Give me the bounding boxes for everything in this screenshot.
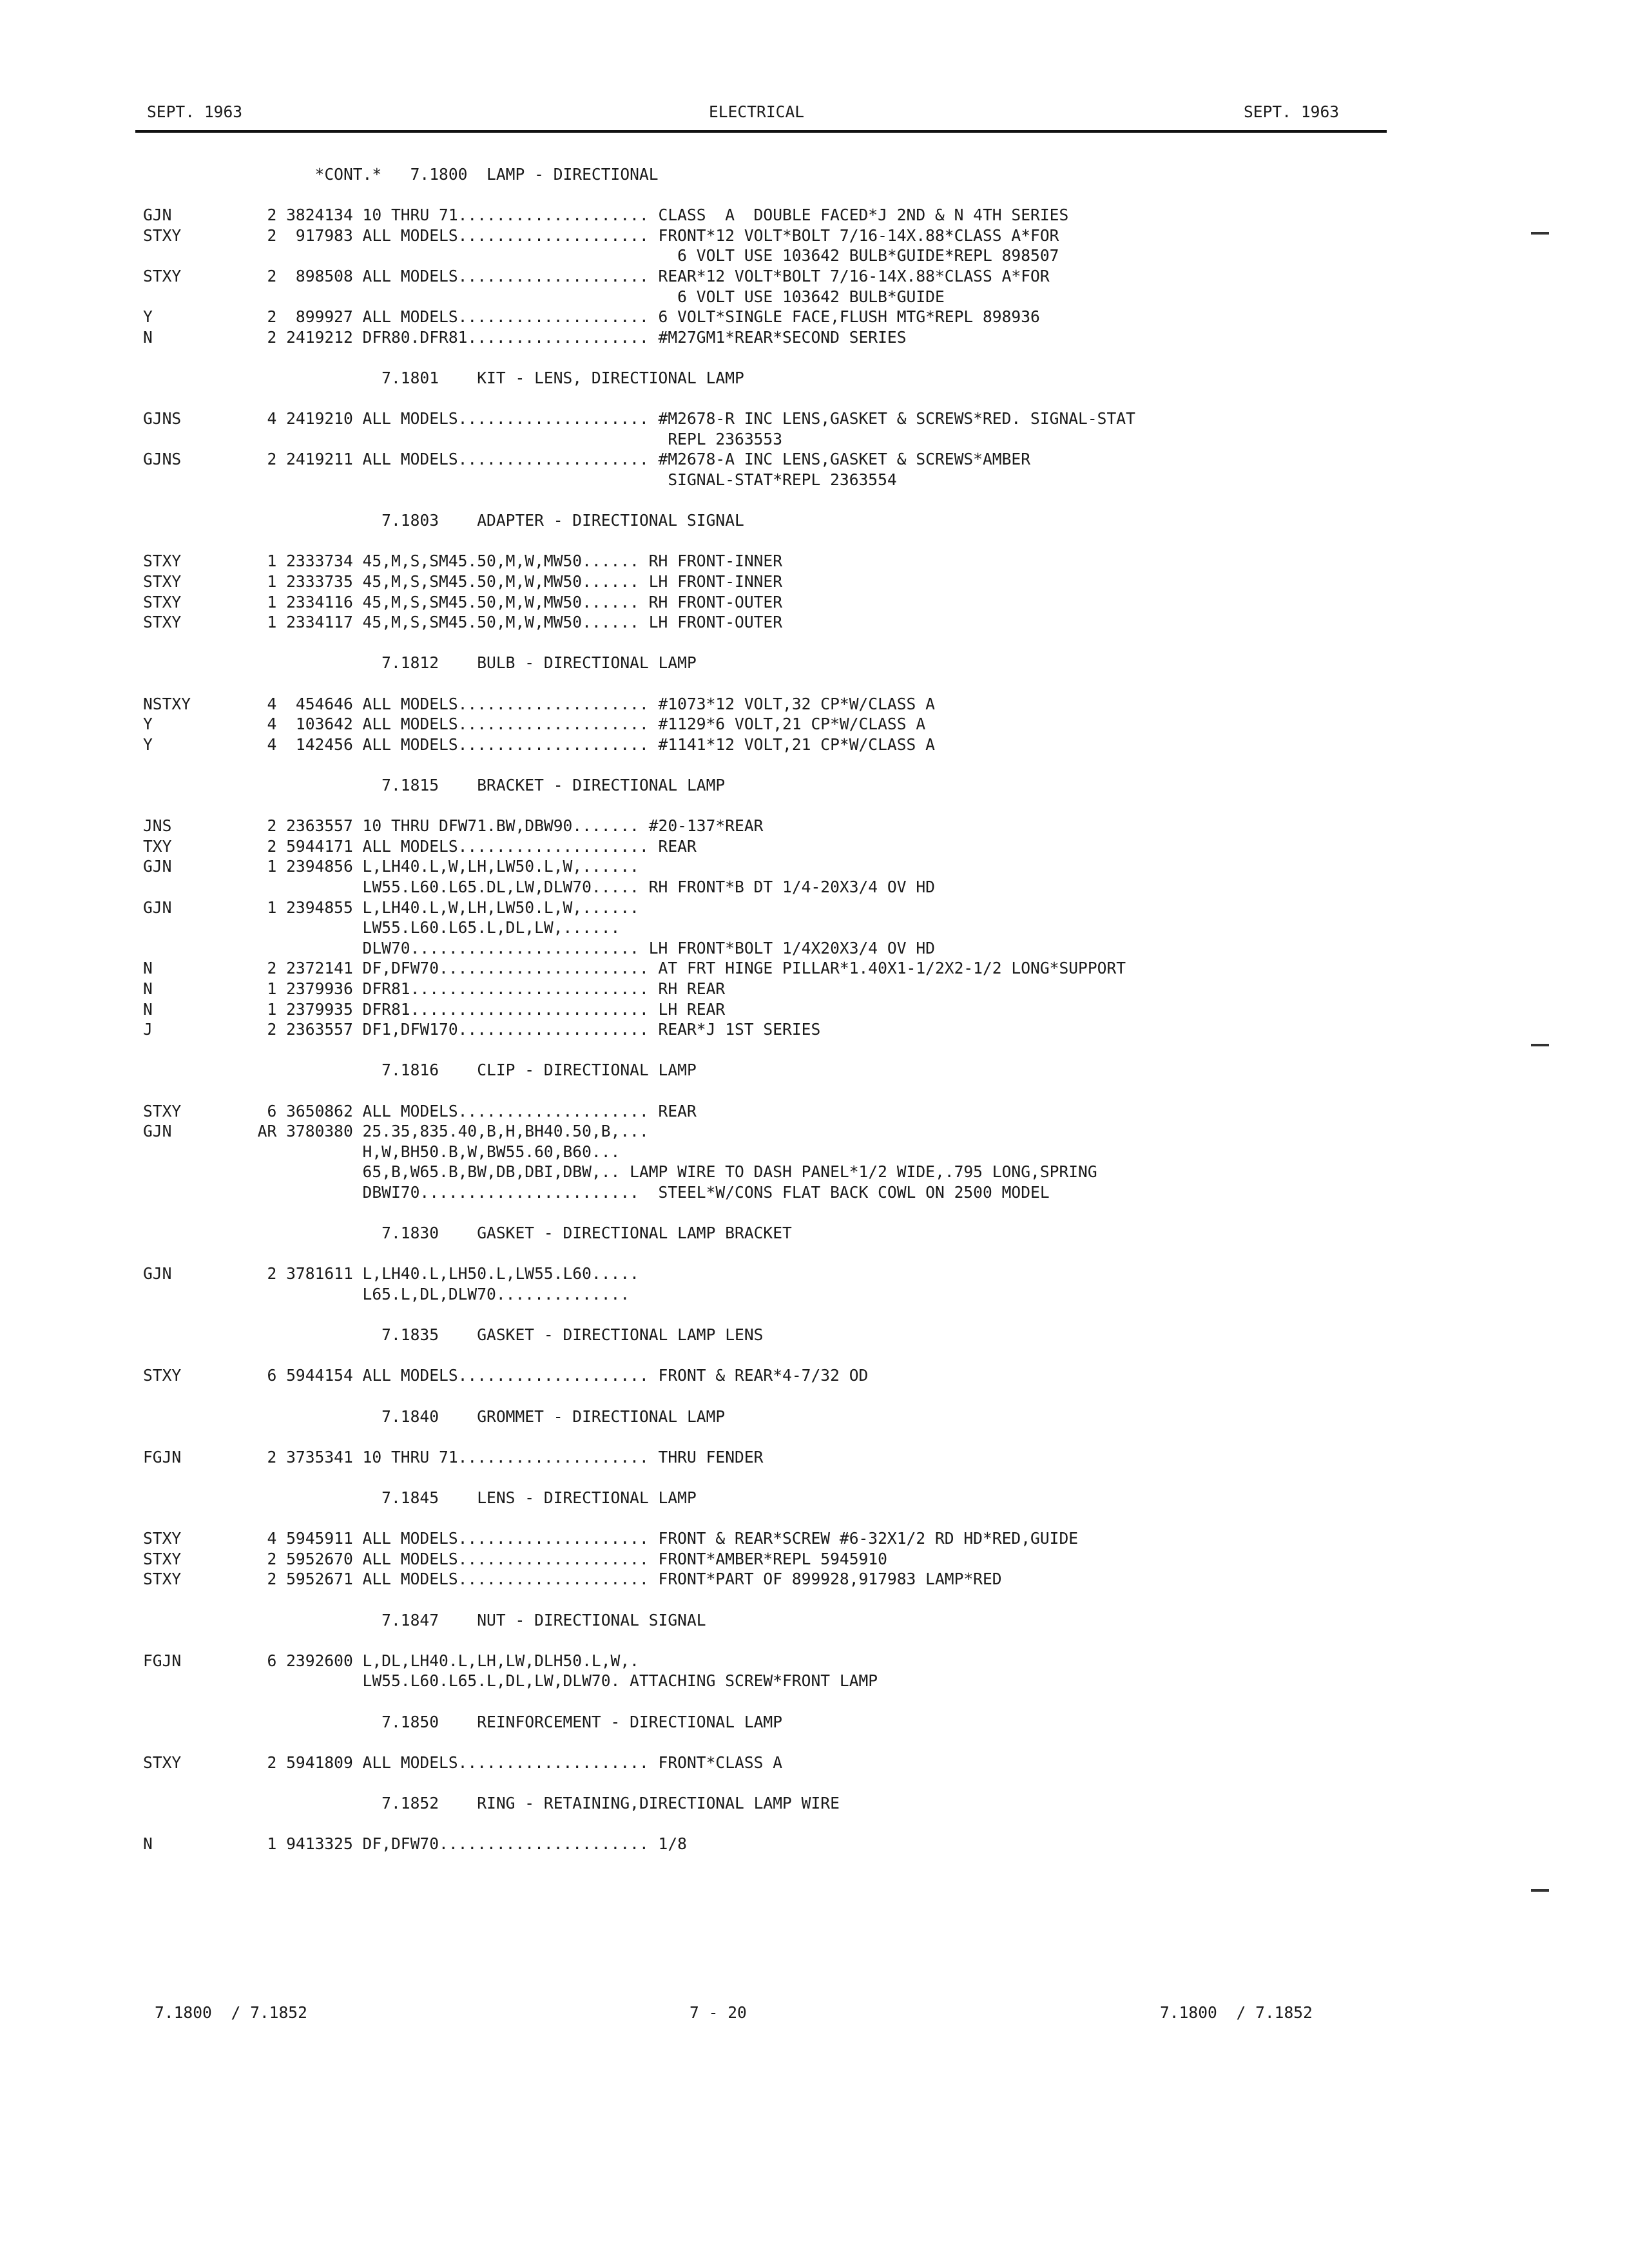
text-line: NSTXY 4 454646 ALL MODELS.................... #1073*12 VOLT,32 CP*W/CLASS A: [143, 694, 935, 713]
text-line: GJN 1 2394855 L,LH40.L,W,LH,LW50.L,W,......: [143, 898, 639, 917]
text-line: GJN 2 3781611 L,LH40.L,LH50.L,LW55.L60.....: [143, 1264, 639, 1283]
text-line: N 1 9413325 DF,DFW70...................... 1/8: [143, 1834, 687, 1854]
text-line: STXY 1 2334116 45,M,S,SM45.50,M,W,MW50...... RH FRONT-OUTER: [143, 592, 783, 611]
text-line: N 2 2372141 DF,DFW70...................... AT FRT HINGE PILLAR*1.40X1-1/2X2-1/2 LONG*SUPPORT: [143, 959, 1126, 978]
text-line: 7.1816 CLIP - DIRECTIONAL LAMP: [143, 1061, 697, 1080]
text-line: LW55.L60.L65.DL,LW,DLW70..... RH FRONT*B DT 1/4-20X3/4 OV HD: [143, 878, 935, 896]
text-line: FGJN 6 2392600 L,DL,LH40.L,LH,LW,DLH50.L,W,.: [143, 1651, 639, 1670]
footer-left: 7.1800 / 7.1852: [155, 2003, 307, 2022]
text-line: STXY 2 5941809 ALL MODELS.................... FRONT*CLASS A: [143, 1753, 783, 1772]
text-line: DBWI70....................... STEEL*W/CONS FLAT BACK COWL ON 2500 MODEL: [143, 1183, 1050, 1202]
footer-right: 7.1800 / 7.1852: [1160, 2003, 1313, 2022]
text-line: 65,B,W65.B,BW,DB,DBI,DBW,.. LAMP WIRE TO DASH PANEL*1/2 WIDE,.795 LONG,SPRING: [143, 1162, 1097, 1182]
text-line: H,W,BH50.B,W,BW55.60,B60...: [143, 1142, 621, 1161]
text-line: STXY 1 2334117 45,M,S,SM45.50,M,W,MW50...... LH FRONT-OUTER: [143, 613, 783, 632]
text-line: STXY 2 5952670 ALL MODELS.................... FRONT*AMBER*REPL 5945910: [143, 1549, 887, 1568]
text-line: SIGNAL-STAT*REPL 2363554: [143, 470, 897, 489]
text-line: GJNS 4 2419210 ALL MODELS.................... #M2678-R INC LENS,GASKET & SCREWS*RED. SIGNAL-STAT: [143, 409, 1135, 428]
text-line: LW55.L60.L65.L,DL,LW,DLW70. ATTACHING SCREW*FRONT LAMP: [143, 1671, 878, 1691]
text-line: TXY 2 5944171 ALL MODELS.................... REAR: [143, 836, 697, 856]
text-line: STXY 1 2333734 45,M,S,SM45.50,M,W,MW50...... RH FRONT-INNER: [143, 552, 783, 571]
margin-mark: [1531, 232, 1549, 235]
text-line: J 2 2363557 DF1,DFW170.................... REAR*J 1ST SERIES: [143, 1020, 821, 1039]
text-line: 7.1845 LENS - DIRECTIONAL LAMP: [143, 1488, 697, 1507]
text-line: N 1 2379936 DFR81......................... RH REAR: [143, 979, 726, 998]
header-rule: [135, 130, 1387, 133]
header-left: SEPT. 1963: [147, 102, 243, 121]
text-line: GJN AR 3780380 25.35,835.40,B,H,BH40.50,B,...: [143, 1122, 649, 1141]
text-line: 6 VOLT USE 103642 BULB*GUIDE*REPL 898507: [143, 246, 1059, 265]
text-line: GJN 2 3824134 10 THRU 71.................... CLASS A DOUBLE FACED*J 2ND & N 4TH SERIES: [143, 206, 1069, 225]
text-line: STXY 6 3650862 ALL MODELS.................... REAR: [143, 1101, 697, 1120]
text-line: 7.1830 GASKET - DIRECTIONAL LAMP BRACKET: [143, 1224, 792, 1243]
text-line: 7.1803 ADAPTER - DIRECTIONAL SIGNAL: [143, 511, 744, 530]
text-line: 7.1850 REINFORCEMENT - DIRECTIONAL LAMP: [143, 1712, 783, 1731]
text-line: L65.L,DL,DLW70..............: [143, 1285, 630, 1303]
header-right: SEPT. 1963: [1244, 102, 1340, 121]
text-line: *CONT.* 7.1800 LAMP - DIRECTIONAL: [143, 165, 659, 184]
text-line: 7.1815 BRACKET - DIRECTIONAL LAMP: [143, 776, 726, 794]
text-line: GJN 1 2394856 L,LH40.L,W,LH,LW50.L,W,......: [143, 857, 639, 876]
margin-mark: [1531, 1889, 1549, 1892]
text-line: STXY 6 5944154 ALL MODELS.................... FRONT & REAR*4-7/32 OD: [143, 1366, 869, 1385]
text-line: N 1 2379935 DFR81......................... LH REAR: [143, 999, 726, 1019]
text-line: 7.1852 RING - RETAINING,DIRECTIONAL LAMP WIRE: [143, 1794, 840, 1812]
text-line: 7.1840 GROMMET - DIRECTIONAL LAMP: [143, 1407, 726, 1426]
text-line: 7.1801 KIT - LENS, DIRECTIONAL LAMP: [143, 369, 744, 387]
text-line: REPL 2363553: [143, 429, 783, 448]
text-line: STXY 2 898508 ALL MODELS.................... REAR*12 VOLT*BOLT 7/16-14X.88*CLASS A*FOR: [143, 267, 1050, 285]
text-line: 7.1835 GASKET - DIRECTIONAL LAMP LENS: [143, 1325, 764, 1345]
text-line: N 2 2419212 DFR80.DFR81................... #M27GM1*REAR*SECOND SERIES: [143, 327, 907, 347]
text-line: Y 2 899927 ALL MODELS.................... 6 VOLT*SINGLE FACE,FLUSH MTG*REPL 898936: [143, 307, 1040, 327]
text-line: LW55.L60.L65.L,DL,LW,......: [143, 918, 621, 937]
text-line: GJNS 2 2419211 ALL MODELS.................... #M2678-A INC LENS,GASKET & SCREWS*AMBER: [143, 450, 1031, 469]
text-line: 7.1812 BULB - DIRECTIONAL LAMP: [143, 653, 697, 673]
text-line: 6 VOLT USE 103642 BULB*GUIDE: [143, 287, 945, 306]
text-line: STXY 1 2333735 45,M,S,SM45.50,M,W,MW50...... LH FRONT-INNER: [143, 572, 783, 591]
text-line: STXY 2 917983 ALL MODELS.................... FRONT*12 VOLT*BOLT 7/16-14X.88*CLASS A*FOR: [143, 226, 1059, 245]
text-line: Y 4 142456 ALL MODELS.................... #1141*12 VOLT,21 CP*W/CLASS A: [143, 735, 935, 754]
text-line: DLW70........................ LH FRONT*BOLT 1/4X20X3/4 OV HD: [143, 938, 935, 957]
text-line: JNS 2 2363557 10 THRU DFW71.BW,DBW90....... #20-137*REAR: [143, 816, 764, 836]
text-line: 7.1847 NUT - DIRECTIONAL SIGNAL: [143, 1610, 706, 1629]
footer-center: 7 - 20: [689, 2003, 747, 2022]
text-line: STXY 2 5952671 ALL MODELS.................... FRONT*PART OF 899928,917983 LAMP*RED: [143, 1570, 1002, 1589]
text-line: STXY 4 5945911 ALL MODELS.................... FRONT & REAR*SCREW #6-32X1/2 RD HD*RED,GUIDE: [143, 1529, 1079, 1548]
text-line: FGJN 2 3735341 10 THRU 71.................... THRU FENDER: [143, 1447, 764, 1466]
text-line: Y 4 103642 ALL MODELS.................... #1129*6 VOLT,21 CP*W/CLASS A: [143, 715, 926, 734]
margin-mark: [1531, 1044, 1549, 1046]
header-center: ELECTRICAL: [709, 102, 805, 121]
